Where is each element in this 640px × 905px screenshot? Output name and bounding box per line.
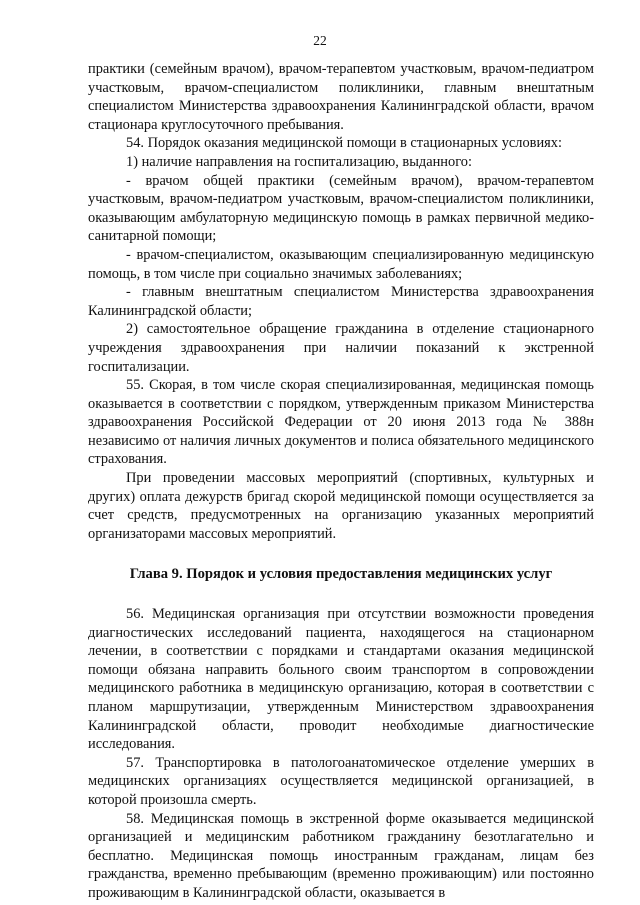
page-number: 22 <box>313 33 327 48</box>
paragraph: 56. Медицинская организация при отсутствии возможности проведения диагностических исследований пациента, находящегося на стационарном лечении, в соответствии с порядками и стандартами оказания медицинской помощи обязана направить больного своим транспортом в сопровождении медицинского работника в медицинскую организацию, которая в соответствии с планом маршрутизации, утвержденным Министерством здравоохранения Калининградской области, проводит необходимые диагностические исследования. <box>88 606 594 753</box>
paragraph: 2) самостоятельное обращение гражданина в отделение стационарного учреждения здравоохранения при наличии показаний к экстренной госпитализации. <box>88 321 594 375</box>
top-paragraphs <box>88 60 594 543</box>
paragraph: практики (семейным врачом), врачом-терапевтом участковым, врачом-педиатром участковым, врачом-специалистом поликлиники, главным внештатным специалистом Министерства здравоохранения Калининградской области, врачом стационара круглосуточного пребывания. <box>88 61 594 133</box>
paragraph: - врачом-специалистом, оказывающим специализированную медицинскую помощь, в том числе при социально значимых заболеваниях; <box>88 246 594 282</box>
paragraph: 54. Порядок оказания медицинской помощи в стационарных условиях: <box>126 135 562 152</box>
paragraph: - главным внештатным специалистом Министерства здравоохранения Калининградской области; <box>88 284 594 319</box>
body-text <box>88 60 594 903</box>
paragraph: 58. Медицинская помощь в экстренной форме оказывается медицинской организацией и медицинским работником гражданину безотлагательно и бесплатно. Медицинская помощь иностранным гражданам, лицам без гражданства, временно пребывающим (временно проживающим) или постоянно проживающим в Калининградской области, оказывается в <box>88 810 594 901</box>
paragraph: 1) наличие направления на госпитализацию, выданного: <box>126 153 472 170</box>
bottom-paragraphs <box>88 605 594 903</box>
paragraph: 55. Скорая, в том числе скорая специализированная, медицинская помощь оказывается в соответствии с порядком, утвержденным приказом Министерства здравоохранения Российской Федерации от 20 июня 2013 года № 388н независимо от наличия личных документов и полиса обязательного медицинского страхования. <box>88 377 594 468</box>
chapter-heading: Глава 9. Порядок и условия предоставления медицинских услуг <box>129 566 553 583</box>
paragraph: - врачом общей практики (семейным врачом), врачом-терапевтом участковым, врачом-педиатром участковым, врачом-специалистом поликлиники, оказывающим амбулаторную медицинскую помощь в рамках первичной медико-санитарной помощи; <box>88 172 594 245</box>
paragraph: При проведении массовых мероприятий (спортивных, культурных и других) оплата дежурств бригад скорой медицинской помощи осуществляется за счет средств, предусмотренных на организацию указанных мероприятий организаторами массовых мероприятий. <box>88 470 594 542</box>
paragraph: 57. Транспортировка в патологоанатомическое отделение умерших в медицинских организациях осуществляется медицинской организацией, в которой произошла смерть. <box>88 754 594 808</box>
